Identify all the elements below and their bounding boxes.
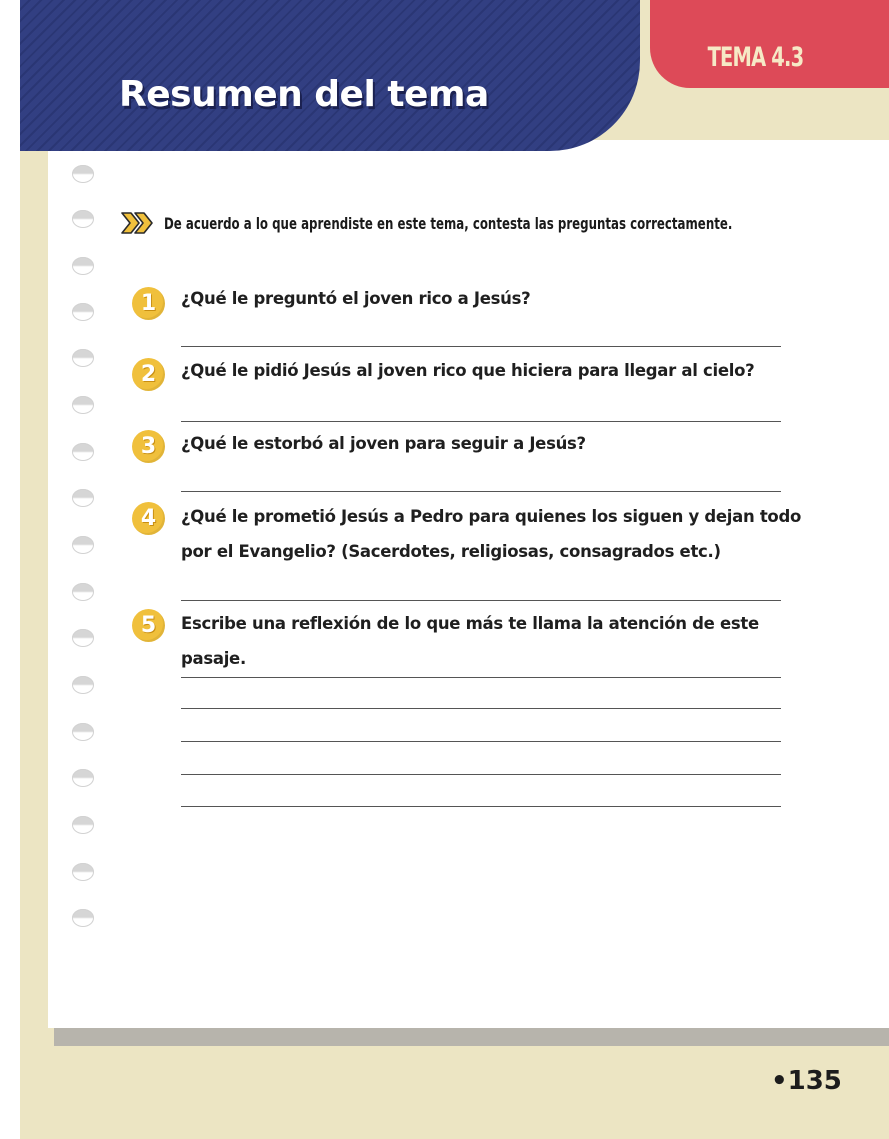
ring-icon [72,443,94,461]
answer-line-5e[interactable] [181,806,781,807]
topic-tab [650,0,889,88]
question-number-3: 3 [132,430,165,463]
question-3-text: ¿Qué le estorbó al joven para seguir a Jesús? [181,434,586,453]
ring-icon [72,863,94,881]
question-number-5: 5 [132,609,165,642]
answer-line-1[interactable] [181,346,781,347]
question-5-text: Escribe una reflexión de lo que más te llama la atención de este pasaje. [181,614,759,668]
notebook-paper [48,140,889,1028]
ring-icon [72,676,94,694]
answer-line-5a[interactable] [181,677,781,678]
ring-icon [72,489,94,507]
ring-icon [72,816,94,834]
page-title: Resumen del tema [119,74,489,115]
ring-icon [72,257,94,275]
ring-icon [72,629,94,647]
ring-icon [72,536,94,554]
ring-icon [72,396,94,414]
answer-line-5d[interactable] [181,774,781,775]
ring-icon [72,769,94,787]
instruction-text: De acuerdo a lo que aprendiste en este tema, contesta las preguntas correctamente. [164,213,733,233]
answer-line-2[interactable] [181,421,781,422]
ring-icon [72,210,94,228]
ring-icon [72,723,94,741]
ring-icon [72,165,94,183]
ring-icon [72,303,94,321]
question-2-text: ¿Qué le pidió Jesús al joven rico que hiciera para llegar al cielo? [181,361,755,380]
answer-line-3[interactable] [181,491,781,492]
answer-line-5b[interactable] [181,708,781,709]
question-number-2: 2 [132,358,165,391]
topic-tab-label: TEMA 4.3 [707,42,804,73]
paper-shadow [54,1028,889,1046]
instruction [120,210,857,236]
answer-line-4[interactable] [181,600,781,601]
ring-icon [72,349,94,367]
question-1-text: ¿Qué le preguntó el joven rico a Jesús? [181,289,531,308]
ring-icon [72,909,94,927]
double-chevron-icon [120,210,156,236]
page-number: •135 [771,1066,842,1096]
answer-line-5c[interactable] [181,741,781,742]
ring-icon [72,583,94,601]
question-4-text: ¿Qué le prometió Jesús a Pedro para quienes los siguen y dejan todo por el Evangelio? (Sacerdotes, religiosas, consagrados etc.) [181,507,802,561]
question-number-4: 4 [132,502,165,535]
question-number-1: 1 [132,287,165,320]
